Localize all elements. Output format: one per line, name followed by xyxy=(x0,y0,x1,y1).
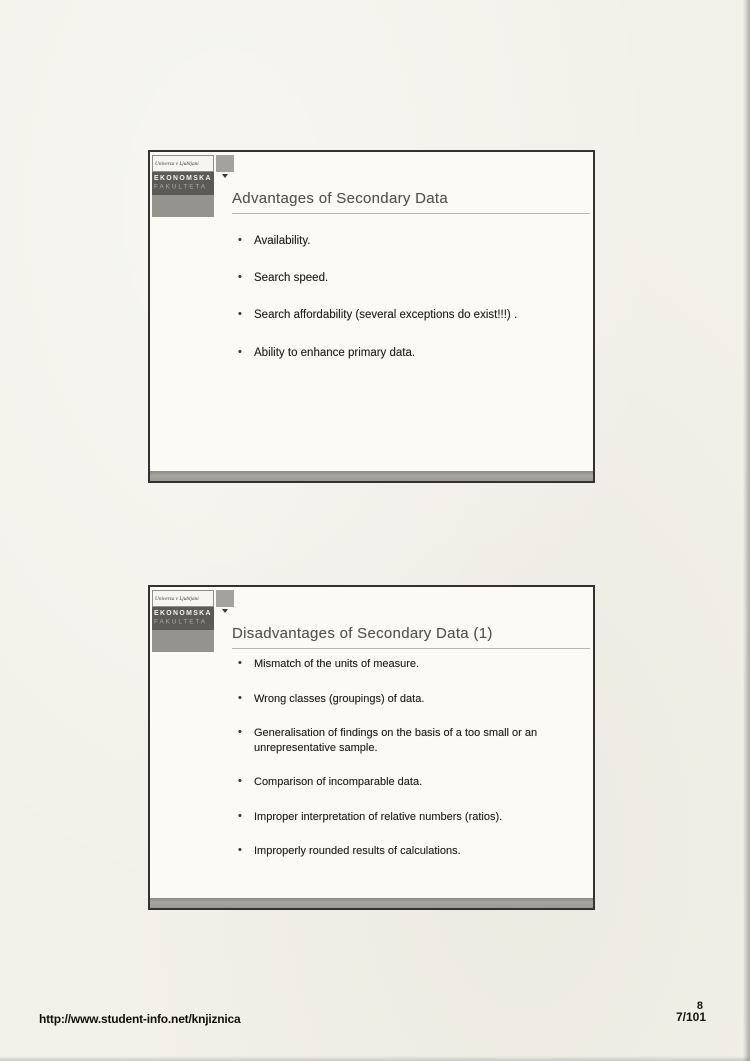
slide-title: Advantages of Secondary Data xyxy=(232,190,590,214)
bullet-item: • Search affordability (several exceptions do exist!!!) . xyxy=(237,308,582,323)
footer-url: http://www.student-info.net/knjiznica xyxy=(39,1012,241,1026)
logo-faculty-line1: EKONOMSKA xyxy=(154,174,212,182)
bullet-item: • Generalisation of findings on the basis of a too small or an unrepresentative sample. xyxy=(237,726,582,755)
slide-advantages xyxy=(148,150,595,483)
bullet-item: • Comparison of incomparable data. xyxy=(237,775,582,790)
logo-accent-mark xyxy=(222,609,228,613)
slide-bottom-bar xyxy=(150,898,593,908)
logo-faculty-line2: FAKULTETA xyxy=(154,183,207,191)
logo-accent-mark xyxy=(222,174,228,178)
scan-edge-shadow-right xyxy=(743,0,750,1061)
bullet-item: • Wrong classes (groupings) of data. xyxy=(237,692,582,707)
logo-faculty-line2: FAKULTETA xyxy=(154,618,207,626)
logo-university-name: Univerza v Ljubljani xyxy=(152,590,214,607)
logo-faculty-line1: EKONOMSKA xyxy=(154,609,212,617)
logo-gray-block xyxy=(152,630,214,652)
bullet-item: • Availability. xyxy=(237,234,582,249)
slide-counter: 7/101 xyxy=(675,1010,706,1024)
bullet-list xyxy=(237,657,582,879)
bullet-item: • Improper interpretation of relative numbers (ratios). xyxy=(237,810,582,825)
slide-disadvantages xyxy=(148,585,595,910)
page-number-block xyxy=(676,1001,706,1023)
bullet-list xyxy=(237,234,582,383)
bullet-item: • Improperly rounded results of calculations. xyxy=(237,844,582,859)
logo-corner-square xyxy=(216,590,234,607)
logo-gray-block xyxy=(152,195,214,217)
university-logo xyxy=(152,590,214,652)
slide-title: Disadvantages of Secondary Data (1) xyxy=(232,625,590,649)
bullet-item: • Search speed. xyxy=(237,271,582,286)
bullet-item: • Mismatch of the units of measure. xyxy=(237,657,582,672)
page-number: 8 xyxy=(696,1000,703,1012)
university-logo xyxy=(152,155,214,217)
logo-faculty-box xyxy=(152,172,214,195)
logo-university-name: Univerza v Ljubljani xyxy=(152,155,214,172)
logo-corner-square xyxy=(216,155,234,172)
scan-edge-shadow-bottom xyxy=(0,1056,750,1061)
bullet-item: • Ability to enhance primary data. xyxy=(237,346,582,361)
logo-faculty-box xyxy=(152,607,214,630)
slide-bottom-bar xyxy=(150,471,593,481)
